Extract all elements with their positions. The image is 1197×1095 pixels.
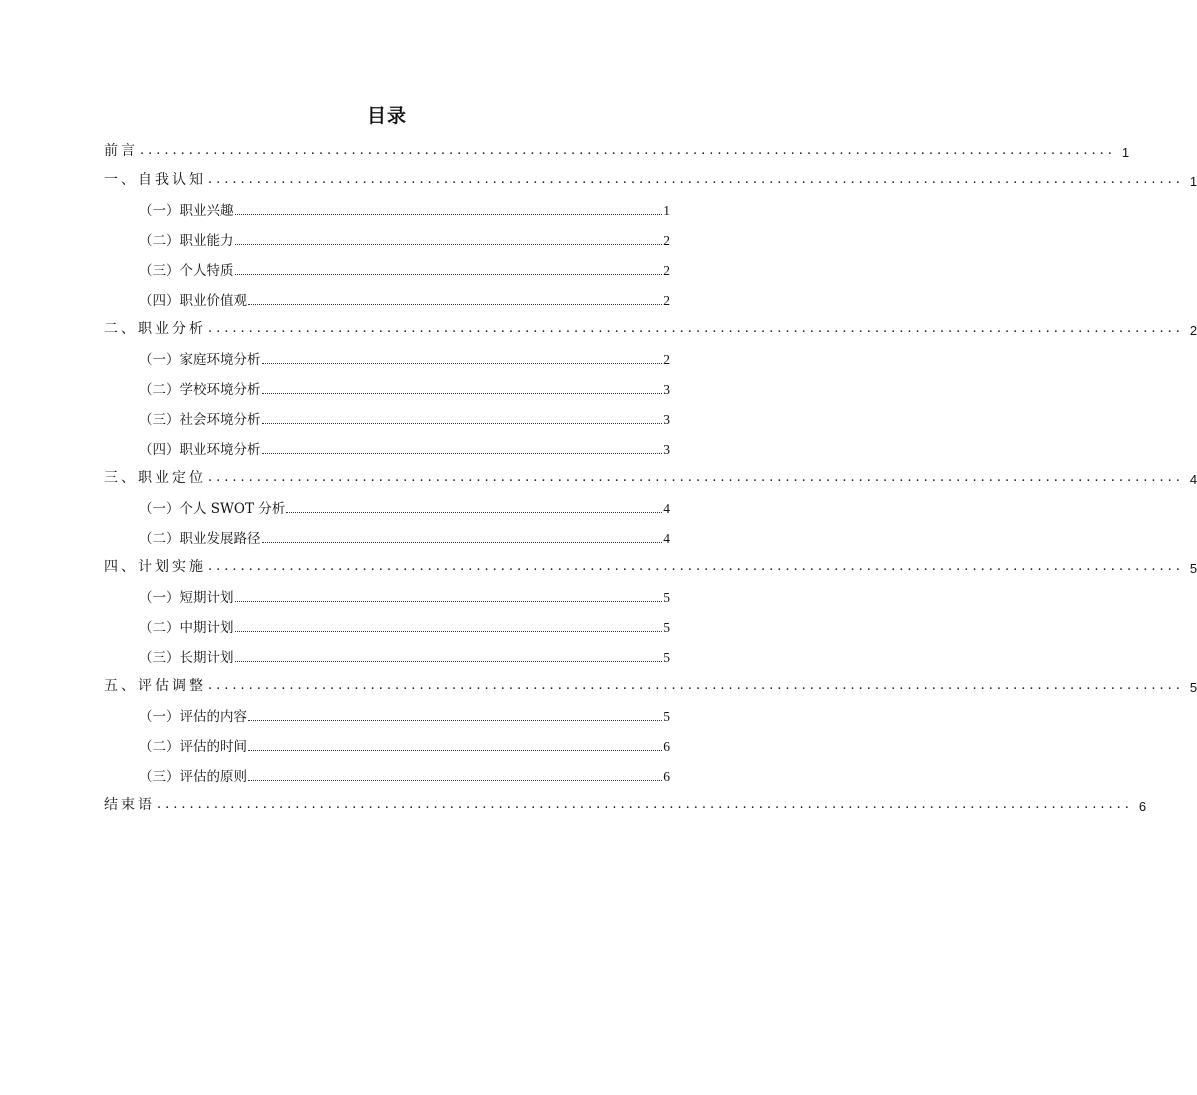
toc-leader-dots bbox=[235, 273, 663, 275]
toc-entry-label: 一、自我认知 bbox=[104, 172, 206, 188]
toc-page-number: 4 bbox=[663, 501, 670, 516]
toc-entry-section[interactable] bbox=[104, 189, 670, 219]
toc-leader-dots bbox=[235, 243, 663, 245]
toc-entry-chapter[interactable] bbox=[104, 666, 1197, 695]
toc-leader-dots: ........................................................................................................................ bbox=[208, 559, 1184, 574]
toc-entry-label: 二、职业分析 bbox=[104, 321, 206, 337]
toc-page-number: 6 bbox=[663, 739, 670, 754]
toc-leader-dots bbox=[286, 511, 662, 513]
toc-leader-dots bbox=[235, 213, 663, 215]
toc-entry-section[interactable] bbox=[104, 249, 670, 279]
toc-page-number: 2 bbox=[663, 233, 670, 248]
toc-page-number: 1 bbox=[663, 203, 670, 218]
toc-leader-dots: ........................................................................................................................ bbox=[208, 172, 1184, 187]
toc-entry-label: 前言 bbox=[104, 143, 138, 159]
toc-entry-label: （二）职业能力 bbox=[139, 233, 234, 249]
toc-page-number: 5 bbox=[663, 650, 670, 665]
toc-leader-dots bbox=[262, 362, 663, 364]
toc-entry-section[interactable] bbox=[104, 576, 670, 606]
toc-entry-label: （一）短期计划 bbox=[139, 590, 234, 606]
toc-leader-dots bbox=[248, 303, 662, 305]
toc-page-number: 2 bbox=[663, 293, 670, 308]
toc-entry-section[interactable] bbox=[104, 428, 670, 458]
toc-entry-label: （二）中期计划 bbox=[139, 620, 234, 636]
toc-entry-section[interactable] bbox=[104, 695, 670, 725]
toc-entry-chapter[interactable] bbox=[104, 785, 1147, 814]
toc-page-number: 4 bbox=[1189, 472, 1197, 487]
toc-entry-section[interactable] bbox=[104, 636, 670, 666]
toc-leader-dots bbox=[235, 630, 663, 632]
toc-entry-label: 结束语 bbox=[104, 797, 155, 813]
toc-page-number: 6 bbox=[1138, 799, 1147, 814]
toc-leader-dots bbox=[235, 600, 663, 602]
toc-entry-section[interactable] bbox=[104, 606, 670, 636]
toc-entry-label: （二）评估的时间 bbox=[139, 739, 247, 755]
toc-page-number: 6 bbox=[663, 769, 670, 784]
toc-page-number: 2 bbox=[1189, 323, 1197, 338]
toc-leader-dots bbox=[248, 779, 662, 781]
toc-entry-section[interactable] bbox=[104, 487, 670, 517]
toc-page-number: 2 bbox=[663, 352, 670, 367]
toc-leader-dots: ........................................................................................................................ bbox=[140, 143, 1116, 158]
toc-entry-section[interactable] bbox=[104, 517, 670, 547]
toc-leader-dots bbox=[235, 660, 663, 662]
toc-entry-section[interactable] bbox=[104, 368, 670, 398]
toc-page-number: 5 bbox=[663, 620, 670, 635]
toc-entry-label: （二）职业发展路径 bbox=[139, 531, 261, 547]
toc-entry-label: （一）个人 SWOT 分析 bbox=[139, 501, 286, 517]
toc-entry-label: （一）职业兴趣 bbox=[139, 203, 234, 219]
toc-leader-dots: ........................................................................................................................ bbox=[208, 321, 1184, 336]
toc-leader-dots bbox=[248, 719, 662, 721]
toc-entry-section[interactable] bbox=[104, 398, 670, 428]
toc-entry-chapter[interactable] bbox=[104, 547, 1197, 576]
toc-page-number: 5 bbox=[663, 590, 670, 605]
toc-leader-dots: ........................................................................................................................ bbox=[208, 678, 1184, 693]
toc-page-number: 5 bbox=[1189, 680, 1197, 695]
toc-leader-dots bbox=[262, 392, 663, 394]
toc-entry-label: （二）学校环境分析 bbox=[139, 382, 261, 398]
toc-entry-chapter[interactable] bbox=[104, 458, 1197, 487]
toc-page-number: 2 bbox=[663, 263, 670, 278]
toc-entry-label: 四、计划实施 bbox=[104, 559, 206, 575]
toc-entry-section[interactable] bbox=[104, 279, 670, 309]
toc-entry-section[interactable] bbox=[104, 219, 670, 249]
toc-entry-chapter[interactable] bbox=[104, 309, 1197, 338]
toc-page-number: 1 bbox=[1189, 174, 1197, 189]
toc-leader-dots: ........................................................................................................................ bbox=[157, 797, 1133, 812]
toc-page-number: 5 bbox=[1189, 561, 1197, 576]
toc-leader-dots bbox=[262, 541, 663, 543]
toc-entry-chapter[interactable] bbox=[104, 160, 1197, 189]
toc-entry-section[interactable] bbox=[104, 338, 670, 368]
toc-entry-label: （三）社会环境分析 bbox=[139, 412, 261, 428]
toc-page-number: 5 bbox=[663, 709, 670, 724]
toc-leader-dots bbox=[262, 422, 663, 424]
toc-entry-label: （三）长期计划 bbox=[139, 650, 234, 666]
toc-entry-label: （四）职业环境分析 bbox=[139, 442, 261, 458]
toc-entry-label: （一）家庭环境分析 bbox=[139, 352, 261, 368]
toc-entry-label: （三）个人特质 bbox=[139, 263, 234, 279]
toc-page-number: 4 bbox=[663, 531, 670, 546]
page-title: 目录 bbox=[366, 105, 407, 127]
toc-entry-label: （四）职业价值观 bbox=[139, 293, 247, 309]
toc-leader-dots bbox=[248, 749, 662, 751]
toc-leader-dots: ........................................................................................................................ bbox=[208, 470, 1184, 485]
toc-page-number: 3 bbox=[663, 412, 670, 427]
toc-entry-label: 五、评估调整 bbox=[104, 678, 206, 694]
toc-leader-dots bbox=[262, 452, 663, 454]
toc-entry-label: （一）评估的内容 bbox=[139, 709, 247, 725]
toc-page-number: 3 bbox=[663, 382, 670, 397]
table-of-contents bbox=[104, 131, 1197, 814]
toc-entry-section[interactable] bbox=[104, 725, 670, 755]
toc-entry-label: 三、职业定位 bbox=[104, 470, 206, 486]
toc-entry-label: （三）评估的原则 bbox=[139, 769, 247, 785]
toc-entry-chapter[interactable] bbox=[104, 131, 1130, 160]
toc-entry-section[interactable] bbox=[104, 755, 670, 785]
toc-page-number: 1 bbox=[1121, 145, 1130, 160]
toc-page-number: 3 bbox=[663, 442, 670, 457]
